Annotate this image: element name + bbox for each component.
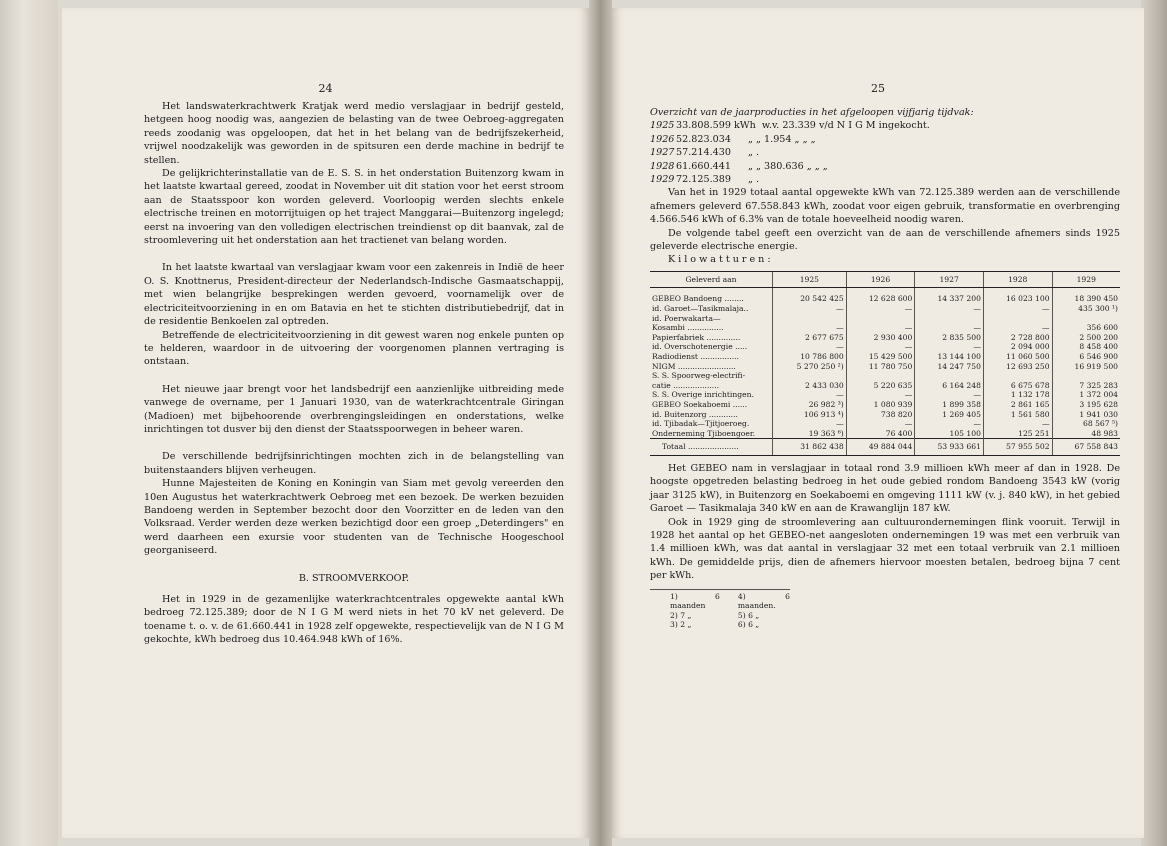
table-cell: 14 337 200 [915,288,984,304]
table-row [650,371,1120,381]
total-cell: 67 558 843 [1052,439,1120,456]
book-binding-left [0,0,58,846]
table-cell [915,314,984,324]
paragraph: De volgende tabel geeft een overzicht van de aan de verschillende afnemers sinds 1925 geleverde electrische energie. [650,227,1120,253]
table-cell: 12 693 250 [983,362,1052,372]
right-page [612,8,1144,838]
table-row [650,390,1120,400]
table-cell: 14 247 750 [915,362,984,372]
table-cell: 2 433 030 [773,381,847,391]
table-cell: 20 542 425 [773,288,847,304]
overview-title: Overzicht van de jaarproducties in het afgeloopen vijfjarig tijdvak: [650,107,974,118]
table-cell: 6 164 248 [915,381,984,391]
row-label: S. S. Overige inrichtingen. [652,390,754,400]
footnote: 1) 6 maanden [670,591,720,611]
row-label: GEBEO Soekaboemi ...... [652,400,748,409]
table-cell: 76 400 [846,429,915,439]
paragraph: De gelijkrichterinstallatie van de E. S. S. in het onderstation Buitenzorg kwam in het laatste kwartaal gereed, zoodat in November uit dit station voor het eerst stroom aan de Staatsspoor kon worden geleverd. Voorloopig werden slechts enkele electrische treinen en motorrijtuigen op het traject Manggarai—Buitenzorg ingelegd; eerst na invoering van den volledigen electrischen treindienst op dit baanvak, zal de stroomlevering uit het onderstation aan het tractienet van belang worden. [144,168,564,247]
table-cell: 12 628 600 [846,288,915,304]
table-cell: 5 220 635 [846,381,915,391]
table-cell: 435 300 ¹) [1052,304,1120,314]
table-cell: 19 363 ⁶) [773,429,847,439]
table-cell: 11 780 750 [846,362,915,372]
book-edge-right [1141,0,1167,846]
column-header: Geleverd aan [650,271,773,288]
table-cell [773,371,847,381]
table-unit: Kilowatturen: [668,254,774,266]
table-row [650,352,1120,362]
column-header: 1926 [846,271,915,288]
table-cell: — [915,323,984,333]
table-row [650,323,1120,333]
table-cell [983,314,1052,324]
footnote: 3) 2 „ [670,620,692,630]
row-label: Radiodienst ................ [652,352,739,362]
table-cell: — [915,419,984,429]
total-cell: 49 884 044 [846,439,915,456]
total-cell: 31 862 438 [773,439,847,456]
table-cell: 1 080 939 [846,400,915,410]
production-row: 1929 72.125.389 „ . [650,174,760,186]
footnote: 4) 6 maanden. [737,591,790,611]
row-label: Kosambi ............... [652,323,724,333]
column-header: 1929 [1052,271,1120,288]
row-label: catie ................... [652,380,720,390]
table-cell: — [846,323,915,333]
table-cell: 15 429 500 [846,352,915,362]
table-cell [983,371,1052,381]
table-cell: 1 561 580 [983,410,1052,420]
table-cell [846,371,915,381]
table-cell: 125 251 [983,429,1052,439]
table-row [650,410,1120,420]
left-page [62,8,589,838]
row-label: id. Garoet—Tasikmalaja.. [652,304,749,314]
paragraph: Hunne Majesteiten de Koning en Koningin van Siam met gevolg vereerden den 10en Augustus het waterkrachtwerk Oebroeg met een bezoek. De werken bezuiden Bandoeng werden in September bezocht door den Voorzitter en de leden van den Volksraad. Verder werden deze werken bezichtigd door een groep „Deterdingers" en werd daarheen een exursie voor studenten van de Technische Hoogeschool georganiseerd. [144,478,564,557]
row-label: NIGM ........................ [652,361,736,371]
row-label: Onderneming Tjiboengoer. [652,428,756,438]
right-page-body [650,106,1120,630]
production-row: 1928 61.660.441 „ „ 380.636 „ „ „ [650,160,828,172]
table-cell: 1 132 178 [983,390,1052,400]
table-row [650,381,1120,391]
total-cell: 53 933 661 [915,439,984,456]
table-cell: 106 913 ⁴) [773,410,847,420]
total-cell: 57 955 502 [983,439,1052,456]
table-cell: 6 675 678 [983,381,1052,391]
table-cell: — [915,304,984,314]
footnote-column [670,592,720,630]
table-cell: 1 372 004 [1052,390,1120,400]
table-cell: — [773,390,847,400]
table-cell [915,371,984,381]
table-cell: 2 500 200 [1052,333,1120,343]
table-cell: 2 835 500 [915,333,984,343]
row-label: GEBEO Bandoeng ........ [652,294,744,304]
table-cell: — [846,419,915,429]
table-cell: 738 820 [846,410,915,420]
table-cell: 1 269 405 [915,410,984,420]
table-row [650,314,1120,324]
table-cell: 2 677 675 [773,333,847,343]
table-cell: 2 930 400 [846,333,915,343]
table-cell: — [846,304,915,314]
table-cell: 5 270 250 ²) [773,362,847,372]
table-row [650,419,1120,429]
table-cell: 11 060 500 [983,352,1052,362]
table-cell: 1 899 358 [915,400,984,410]
table-cell: 68 567 ⁵) [1052,419,1120,429]
table-cell: 13 144 100 [915,352,984,362]
footnote: 5) 6 „ [737,610,760,620]
production-row: 1925 33.808.599 kWh w.v. 23.339 v/d N I G M ingekocht. [650,120,930,132]
table-row [650,288,1120,304]
table-cell: — [773,323,847,333]
table-cell: 7 325 283 [1052,381,1120,391]
kilowatt-table [650,271,1120,456]
table-cell: 8 458 400 [1052,342,1120,352]
table-cell: — [983,419,1052,429]
table-cell: 18 390 450 [1052,288,1120,304]
table-cell: — [915,390,984,400]
table-cell [773,314,847,324]
paragraph: Betreffende de electriciteitvoorziening in dit gewest waren nog enkele punten op te helderen, waardoor in de uitvoering der voorgenomen plannen vertraging is ontstaan. [144,329,564,368]
paragraph: In het laatste kwartaal van verslagjaar kwam voor een zakenreis in Indië de heer O. S. Knottnerus, President-directeur der Nederlandsch-Indische Gasmaatschappij, met wien belangrijke besprekingen werden gevoerd, voornamelijk over de electriciteitvoorziening in en om Batavia en het te stichten distributiebedrijf, dat in de residentie Benkoelen zal optreden. [144,262,564,328]
table-cell: 3 195 628 [1052,400,1120,410]
table-cell: 48 983 [1052,429,1120,439]
footnotes [650,589,790,630]
row-label: id. Tjibadak—Tjitjoeroeg. [652,419,750,429]
section-heading: B. STROOMVERKOOP. [298,572,410,584]
paragraph: Het nieuwe jaar brengt voor het landsbedrijf een aanzienlijke uitbreiding mede vanwege de overname, per 1 Januari 1930, van de waterkrachtcentrale Giringan (Madioen) met bijbehoorende overbrengingsleidingen en onderstations, welke inrichtingen tot dusver bij den dienst der Staatsspoorwegen in beheer waren. [144,383,564,435]
table-body [650,288,1120,456]
production-list [650,119,1120,186]
page-number: 25 [871,82,885,95]
production-row: 1926 52.823.034 „ „ 1.954 „ „ „ [650,133,816,145]
total-label: Totaal ..................... [650,439,773,456]
table-cell: — [846,390,915,400]
paragraph: Ook in 1929 ging de stroomlevering aan cultuurondernemingen flink vooruit. Terwijl in 1928 het aantal op het GEBEO-net aangesloten ondernemingen 19 was met een verbruik van 1.4 millioen kWh, was dat aantal in verslagjaar 32 met een totaal verbruik van 2.1 millioen kWh. De gemiddelde prijs, dien de afnemers hiervoor moesten betalen, bedroeg bijna 7 cent per kWh. [650,516,1120,582]
paragraph: Het GEBEO nam in verslagjaar in totaal rond 3.9 millioen kWh meer af dan in 1928. De hoogste opgetreden belasting bedroeg in het oude gebied rondom Bandoeng 3543 kW (vorig jaar 3125 kW), in Buitenzorg en Soekaboemi en omgeving 1111 kW (v. j. 840 kW), in het gebied Garoet — Tasikmalaja 340 kW en aan de Krawanglijn 187 kW. [650,462,1120,515]
table-total-row [650,439,1120,456]
table-cell: 16 919 500 [1052,362,1120,372]
column-header: 1928 [983,271,1052,288]
table-cell: — [915,342,984,352]
column-header: 1927 [915,271,984,288]
row-label: id. Buitenzorg ............ [652,409,738,419]
table-row [650,362,1120,372]
table-cell: — [846,342,915,352]
table-row [650,333,1120,343]
table-cell: 2 094 000 [983,342,1052,352]
table-cell: — [773,342,847,352]
row-label: id. Poerwakarta— [652,313,721,323]
table-cell: 6 546 900 [1052,352,1120,362]
production-row: 1927 57.214.430 „ . [650,147,760,159]
paragraph: Het in 1929 in de gezamenlijke waterkrachtcentrales opgewekte aantal kWh bedroeg 72.125.389; door de N I G M werd niets in het 70 kV net geleverd. De toename t. o. v. de 61.660.441 in 1928 zelf opgewekte, respectievelijk van de N I G M gekochte, kWh bedroeg dus 10.464.948 kWh of 16%. [144,594,564,646]
table-cell: 16 023 100 [983,288,1052,304]
table-row [650,400,1120,410]
table-row [650,304,1120,314]
footnote: 2) 7 „ [670,610,692,620]
table-cell: 26 982 ³) [773,400,847,410]
row-label: id. Overschotenergie ..... [652,342,748,352]
table-cell: 10 786 800 [773,352,847,362]
table-header-row [650,271,1120,288]
table-cell: — [773,419,847,429]
table-row [650,342,1120,352]
table-cell: 1 941 030 [1052,410,1120,420]
table-cell [846,314,915,324]
paragraph: De verschillende bedrijfsinrichtingen mochten zich in de belangstelling van buitenstaanders blijven verheugen. [144,451,564,476]
table-row [650,429,1120,439]
footnote-column [738,592,790,630]
table-cell: 105 100 [915,429,984,439]
table-cell [1052,371,1120,381]
table-cell: — [983,323,1052,333]
paragraph: Van het in 1929 totaal aantal opgewekte kWh van 72.125.389 werden aan de verschillende afnemers geleverd 67.558.843 kWh, zoodat voor eigen gebruik, transformatie en overbrenging 4.566.546 kWh of 6.3% van de totale hoeveelheid noodig waren. [650,187,1120,226]
row-label: S. S. Spoorweg-electrifi- [652,371,746,381]
book-gutter [589,0,612,846]
row-label: Papierfabriek .............. [652,332,741,342]
table-cell: — [773,304,847,314]
table-cell: 2 728 800 [983,333,1052,343]
column-header: 1925 [773,271,847,288]
footnote: 6) 6 „ [737,620,760,630]
paragraph: Het landswaterkrachtwerk Kratjak werd medio verslagjaar in bedrijf gesteld, hetgeen hoog noodig was, aangezien de belasting van de twee Oebroeg-aggregaten reeds zoodanig was opgeloopen, dat het in het belang van de bedrijfszekerheid, vrijwel noodzakelijk was geworden in de spitsuren een derde machine in bedrijf te stellen. [144,101,564,166]
table-cell: 356 600 [1052,323,1120,333]
table-cell [1052,314,1120,324]
left-page-body [144,100,564,647]
page-number: 24 [318,82,333,95]
table-cell: 2 861 165 [983,400,1052,410]
table-cell: — [983,304,1052,314]
